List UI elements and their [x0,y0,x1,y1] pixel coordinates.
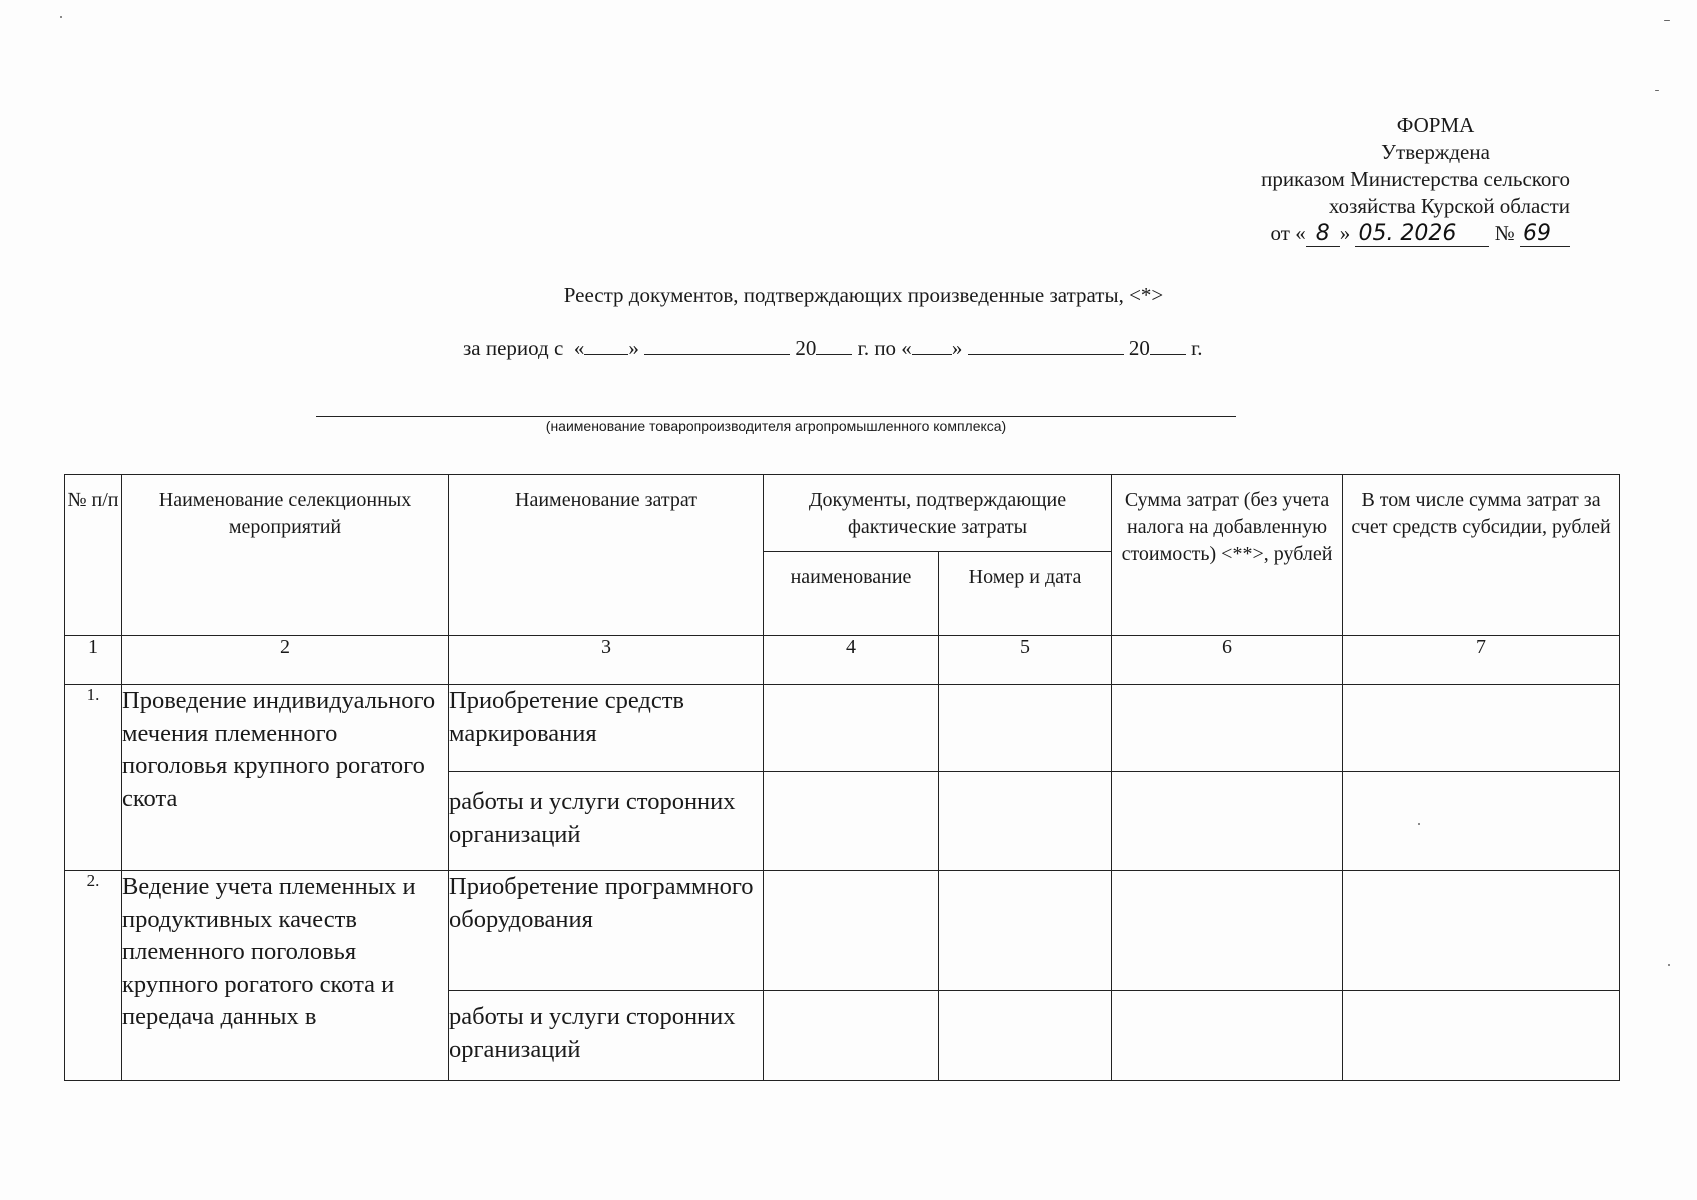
doc-name-cell[interactable] [764,991,939,1081]
doc-name-cell[interactable] [764,871,939,991]
order-day: 8 [1306,222,1340,247]
activity-cell: Ведение учета племенных и продуктивных качеств племенного поголовья крупного рогатого скота и передача данных в [122,871,449,1081]
doc-number-date-cell[interactable] [939,685,1112,772]
producer-name-caption: (наименование товаропроизводителя агропромышленного комплекса) [545,418,1007,434]
scan-speck [1664,20,1670,21]
header-subsidy-sum: В том числе сумма затрат за счет средств субсидии, рублей [1343,475,1620,636]
subsidy-sum-cell[interactable] [1343,772,1620,871]
period-text-3: 20 [790,336,817,360]
column-number-row [65,636,1620,685]
period-end-month-blank [968,336,1124,355]
header-number: № п/п [65,475,122,636]
subsidy-sum-cell[interactable] [1343,871,1620,991]
column-number: 5 [939,636,1112,685]
scan-speck [60,16,62,18]
form-label: ФОРМА [1396,113,1475,137]
approval-block [1261,112,1570,247]
approval-line-2: хозяйства Курской области [1328,194,1570,218]
period-line [463,336,1203,361]
row-index: 2. [65,871,122,1081]
period-text-5: » [951,336,968,360]
row-index: 1. [65,685,122,871]
period-start-year-blank [816,336,852,355]
doc-number-date-cell[interactable] [939,772,1112,871]
doc-name-cell[interactable] [764,685,939,772]
order-month-year: 05. 2026 [1355,222,1489,247]
cost-sum-cell[interactable] [1112,772,1343,871]
column-number: 2 [122,636,449,685]
approval-line-1: приказом Министерства сельского [1261,167,1570,191]
period-text-6: 20 [1123,336,1150,360]
period-start-month-blank [644,336,790,355]
header-row-1 [65,475,1620,552]
column-number: 6 [1112,636,1343,685]
registry-table [64,474,1620,1081]
header-doc-name: наименование [764,552,939,636]
order-number: 69 [1520,222,1570,247]
period-text-1: за период с « [463,336,585,360]
header-cost-name: Наименование затрат [449,475,764,636]
header-activity: Наименование селекционных мероприятий [122,475,449,636]
cost-name-cell: работы и услуги сторонних организаций [449,991,764,1081]
period-start-day-blank [584,336,628,355]
number-label: № [1494,221,1515,245]
activity-cell: Проведение индивидуального мечения племенного поголовья крупного рогатого скота [122,685,449,871]
doc-number-date-cell[interactable] [939,871,1112,991]
period-text-7: г. [1185,336,1203,360]
close-quote: » [1339,221,1351,245]
table-row [65,685,1620,772]
doc-name-cell[interactable] [764,772,939,871]
cost-name-cell: Приобретение программного оборудования [449,871,764,991]
document-title: Реестр документов, подтверждающих произведенные затраты, <*> [563,283,1164,307]
doc-number-date-cell[interactable] [939,991,1112,1081]
cost-sum-cell[interactable] [1112,871,1343,991]
period-text-2: » [628,336,645,360]
scan-speck [1668,964,1670,966]
subsidy-sum-cell[interactable] [1343,685,1620,772]
from-label: от [1270,221,1290,245]
header-cost-sum: Сумма затрат (без учета налога на добавленную стоимость) <**>, рублей [1112,475,1343,636]
cost-sum-cell[interactable] [1112,991,1343,1081]
header-documents-group: Документы, подтверждающие фактические затраты [764,475,1112,552]
period-text-4: г. по « [852,336,912,360]
scan-speck [1655,90,1659,91]
open-quote: « [1295,221,1306,245]
period-end-day-blank [912,336,952,355]
cost-sum-cell[interactable] [1112,685,1343,772]
approved-label: Утверждена [1381,140,1490,164]
column-number: 7 [1343,636,1620,685]
column-number: 4 [764,636,939,685]
period-end-year-blank [1150,336,1186,355]
producer-name-line [316,416,1236,417]
column-number: 1 [65,636,122,685]
header-doc-number-date: Номер и дата [939,552,1112,636]
approval-date-line [1261,220,1570,247]
cost-name-cell: Приобретение средств маркирования [449,685,764,772]
table-row [65,871,1620,991]
cost-name-cell: работы и услуги сторонних организаций [449,772,764,871]
subsidy-sum-cell[interactable] [1343,991,1620,1081]
column-number: 3 [449,636,764,685]
scan-speck [1418,823,1420,825]
